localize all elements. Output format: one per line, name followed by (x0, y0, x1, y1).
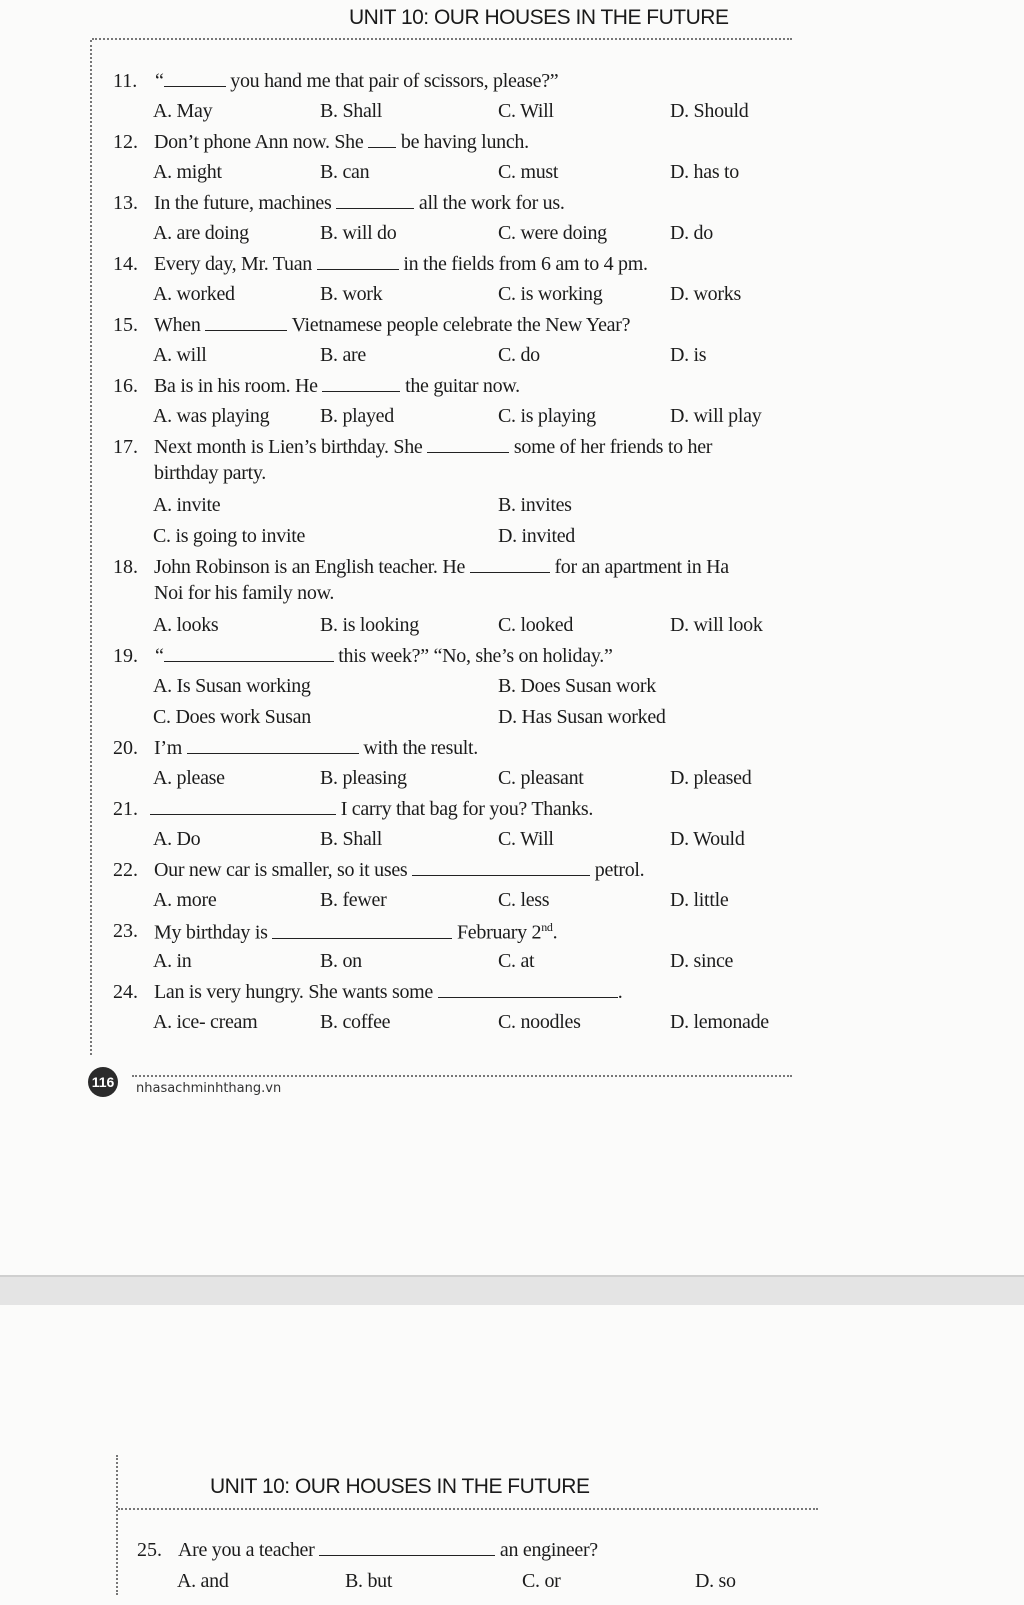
option-c[interactable]: C. do (498, 344, 540, 366)
option-a[interactable]: A. May (153, 100, 213, 122)
option-b[interactable]: B. Shall (320, 828, 383, 850)
option-d[interactable]: D. works (670, 283, 741, 305)
option-a[interactable]: A. in (153, 950, 192, 972)
option-b[interactable]: B. are (320, 344, 366, 366)
question-15: When Vietnamese people celebrate the New Year? (154, 314, 631, 336)
question-number: 20. (113, 737, 138, 759)
option-b[interactable]: B. fewer (320, 889, 387, 911)
question-18-continued: Noi for his family now. (154, 582, 335, 604)
option-b[interactable]: B. coffee (320, 1011, 391, 1033)
page-number-badge: 116 (88, 1067, 118, 1097)
question-number: 22. (113, 859, 138, 881)
option-c[interactable]: C. looked (498, 614, 574, 636)
option-d[interactable]: D. pleased (670, 767, 752, 789)
question-18: John Robinson is an English teacher. He for an apartment in Ha (154, 556, 729, 578)
question-16: Ba is in his room. He the guitar now. (154, 375, 520, 397)
question-number: 24. (113, 981, 138, 1003)
option-d[interactable]: D. Would (670, 828, 745, 850)
answer-blank[interactable] (322, 375, 400, 392)
option-a[interactable]: A. will (153, 344, 207, 366)
option-c[interactable]: C. is working (498, 283, 603, 305)
question-number: 16. (113, 375, 138, 397)
option-b[interactable]: B. is looking (320, 614, 419, 636)
option-a[interactable]: A. ice- cream (153, 1011, 258, 1033)
option-a[interactable]: A. more (153, 889, 217, 911)
option-a[interactable]: A. and (177, 1570, 229, 1592)
option-d[interactable]: D. do (670, 222, 713, 244)
question-number: 14. (113, 253, 138, 275)
left-margin-line (90, 40, 92, 1055)
question-number: 21. (113, 798, 138, 820)
option-a[interactable]: A. looks (153, 614, 219, 636)
option-d[interactable]: D. little (670, 889, 729, 911)
answer-blank[interactable] (317, 253, 399, 270)
option-b[interactable]: B. will do (320, 222, 397, 244)
question-12: Don’t phone Ann now. She be having lunch. (154, 131, 529, 153)
question-14: Every day, Mr. Tuan in the fields from 6 am to 4 pm. (154, 253, 648, 275)
question-number: 19. (113, 645, 138, 667)
option-b[interactable]: B. played (320, 405, 394, 427)
question-17-continued: birthday party. (154, 462, 266, 484)
answer-blank[interactable] (319, 1539, 495, 1556)
question-22: Our new car is smaller, so it uses petrol. (154, 859, 645, 881)
question-number: 11. (113, 70, 138, 92)
option-c[interactable]: C. must (498, 161, 559, 183)
option-d[interactable]: D. Has Susan worked (498, 706, 666, 728)
option-d[interactable]: D. lemonade (670, 1011, 769, 1033)
option-b[interactable]: B. but (345, 1570, 393, 1592)
question-number: 25. (137, 1539, 162, 1561)
option-c[interactable]: C. at (498, 950, 535, 972)
page-separator (0, 1275, 1024, 1307)
question-13: In the future, machines all the work for us. (154, 192, 565, 214)
answer-blank[interactable] (272, 922, 452, 939)
option-d[interactable]: D. so (695, 1570, 736, 1592)
question-number: 23. (113, 920, 138, 942)
option-c[interactable]: C. noodles (498, 1011, 581, 1033)
option-d[interactable]: D. invited (498, 525, 575, 547)
left-margin-line (116, 1455, 118, 1595)
question-number: 15. (113, 314, 138, 336)
answer-blank[interactable] (336, 192, 414, 209)
option-b[interactable]: B. Shall (320, 100, 383, 122)
question-20: I’m with the result. (154, 737, 479, 759)
answer-blank[interactable] (438, 981, 618, 998)
option-c[interactable]: C. pleasant (498, 767, 584, 789)
question-number: 12. (113, 131, 138, 153)
option-c[interactable]: C. were doing (498, 222, 607, 244)
option-a[interactable]: A. worked (153, 283, 235, 305)
question-21: I carry that bag for you? Thanks. (150, 798, 593, 821)
option-a[interactable]: A. was playing (153, 405, 270, 427)
answer-blank[interactable] (368, 131, 396, 148)
option-a[interactable]: A. are doing (153, 222, 249, 244)
option-c[interactable]: C. is going to invite (153, 525, 306, 547)
option-b[interactable]: B. pleasing (320, 767, 407, 789)
question-25: Are you a teacher an engineer? (178, 1539, 598, 1561)
answer-blank[interactable] (164, 645, 334, 662)
answer-blank[interactable] (187, 737, 359, 754)
header-divider (118, 1508, 818, 1510)
question-number: 17. (113, 436, 138, 458)
question-number: 13. (113, 192, 138, 214)
header-divider (92, 38, 792, 40)
option-d[interactable]: D. since (670, 950, 734, 972)
question-23: My birthday is February 2nd. (154, 920, 558, 944)
option-c[interactable]: C. or (522, 1570, 561, 1592)
option-a[interactable]: A. please (153, 767, 225, 789)
option-c[interactable]: C. Will (498, 828, 554, 850)
answer-blank[interactable] (164, 70, 226, 87)
option-a[interactable]: A. Is Susan working (153, 675, 311, 697)
option-c[interactable]: C. is playing (498, 405, 596, 427)
answer-blank[interactable] (470, 556, 550, 573)
question-19: “ this week?” “No, she’s on holiday.” (155, 645, 613, 667)
option-c[interactable]: C. Does work Susan (153, 706, 311, 728)
question-11: “ you hand me that pair of scissors, please?” (155, 70, 559, 92)
option-d[interactable]: D. will play (670, 405, 762, 427)
option-d[interactable]: D. has to (670, 161, 739, 183)
option-c[interactable]: C. less (498, 889, 550, 911)
option-c[interactable]: C. Will (498, 100, 554, 122)
answer-blank[interactable] (205, 314, 287, 331)
question-number: 18. (113, 556, 138, 578)
option-b[interactable]: B. invites (498, 494, 572, 516)
unit-title: UNIT 10: OUR HOUSES IN THE FUTURE (349, 6, 729, 29)
option-a[interactable]: A. might (153, 161, 222, 183)
question-17: Next month is Lien’s birthday. She some of her friends to her (154, 436, 713, 458)
answer-blank[interactable] (412, 859, 590, 876)
option-b[interactable]: B. Does Susan work (498, 675, 656, 697)
option-b[interactable]: B. on (320, 950, 362, 972)
option-b[interactable]: B. can (320, 161, 370, 183)
worksheet-page-bottom (0, 1305, 1024, 1605)
footer-divider (132, 1075, 792, 1077)
unit-title: UNIT 10: OUR HOUSES IN THE FUTURE (210, 1475, 590, 1498)
option-d[interactable]: D. Should (670, 100, 749, 122)
publisher-website: nhasachminhthang.vn (136, 1081, 282, 1096)
option-b[interactable]: B. work (320, 283, 383, 305)
answer-blank[interactable] (427, 436, 509, 453)
option-d[interactable]: D. is (670, 344, 707, 366)
option-a[interactable]: A. Do (153, 828, 201, 850)
answer-blank[interactable] (150, 798, 336, 815)
option-d[interactable]: D. will look (670, 614, 763, 636)
option-a[interactable]: A. invite (153, 494, 221, 516)
question-24: Lan is very hungry. She wants some . (154, 981, 623, 1003)
